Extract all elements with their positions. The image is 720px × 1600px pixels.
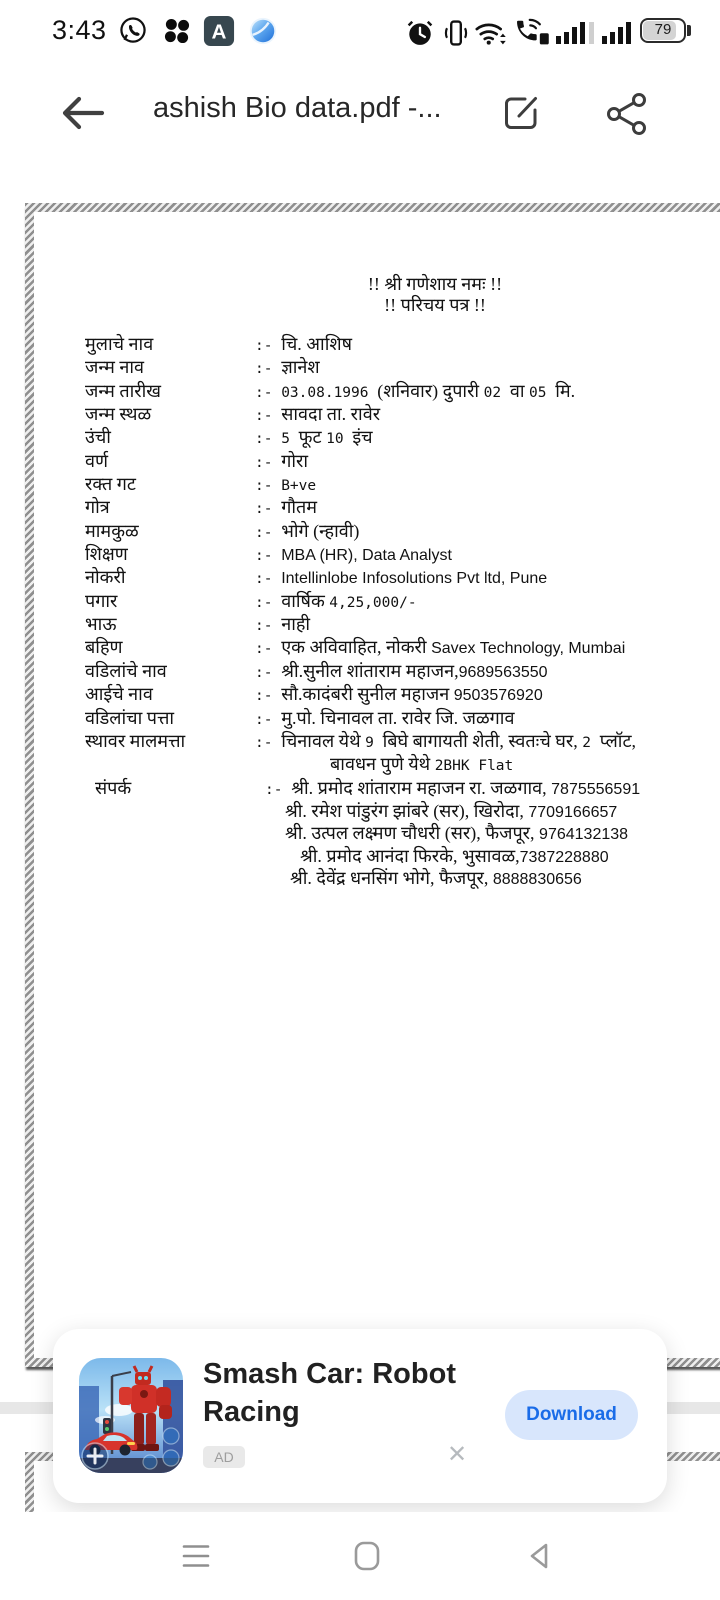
document-row [85, 474, 720, 497]
field-label: मुलाचे नाव [85, 334, 154, 354]
ad-title-line1: Smash Car: Robot [203, 1358, 456, 1390]
document-row [85, 846, 720, 868]
ad-close-icon[interactable]: ✕ [447, 1441, 468, 1468]
field-value: :- Intellinlobe Infosolutions Pvt ltd, Pune [255, 570, 548, 588]
field-value: :- गोरा [255, 450, 309, 471]
field-value: :- B+ve [255, 478, 317, 495]
document-row [85, 591, 720, 614]
field-label: रक्त गट [85, 474, 136, 495]
field-value: :- मु.पो. चिनावल ता. रावेर जि. जळगाव [255, 707, 515, 728]
field-value: :- 03.08.1996 (शनिवार) दुपारी 02 वा 05 मि. [255, 380, 576, 401]
document-header-line2: !! परिचय पत्र !! [384, 295, 486, 315]
document-row [85, 521, 720, 544]
document-row [85, 684, 720, 707]
signal-bars-sim2 [602, 17, 632, 49]
document-row [85, 708, 720, 731]
field-label: जन्म तारीख [85, 380, 162, 401]
field-value: :- श्री.सुनील शांताराम महाजन,9689563550 [255, 660, 548, 681]
battery-nub [687, 25, 691, 36]
signal-bars-sim1 [556, 17, 596, 49]
document-row [85, 567, 720, 590]
field-value: श्री. देवेंद्र धनसिंग भोगे, फैजपूर, 8888830656 [290, 867, 582, 888]
alarm-icon [406, 17, 434, 49]
field-label: जन्म स्थळ [85, 404, 152, 425]
document-row [85, 544, 720, 567]
document-row [85, 868, 720, 890]
field-value: श्री. उत्पल लक्ष्मण चौधरी (सर), फैजपूर, 9764132138 [285, 823, 629, 844]
wifi-icon [474, 17, 508, 49]
field-value: :- 5 फूट 10 इंच [255, 427, 373, 448]
ad-title [203, 1355, 503, 1431]
field-value: :- भोगे (न्हावी) [255, 520, 360, 541]
field-value: :- MBA (HR), Data Analyst [255, 547, 452, 565]
field-value: :- नाही [255, 614, 311, 635]
document-row [85, 731, 720, 754]
field-label: वडिलांचा पत्ता [85, 707, 175, 728]
field-value: :- श्री. प्रमोद शांताराम महाजन रा. जळगाव, 7875556591 [265, 777, 641, 798]
field-label: गोत्र [85, 497, 110, 518]
document-row [85, 497, 720, 520]
field-label: वर्ण [85, 450, 109, 471]
document-row [85, 754, 720, 777]
pdf-page-1[interactable] [25, 203, 720, 1367]
document-row [85, 357, 720, 380]
field-label: संपर्क [95, 777, 132, 798]
document-row [85, 801, 720, 823]
vowifi-call-icon [513, 15, 551, 47]
four-dot-app-icon [160, 15, 194, 47]
document-row [85, 661, 720, 684]
back-arrow-icon[interactable] [58, 94, 106, 132]
document-row [85, 334, 720, 357]
document-row [85, 823, 720, 845]
field-label: बहिण [85, 637, 123, 658]
document-row [85, 427, 720, 450]
ad-title-line2: Racing [203, 1396, 300, 1428]
smash-car-robot-racing-app-icon[interactable] [79, 1358, 183, 1473]
field-value: :- वार्षिक 4,25,000/- [255, 590, 417, 611]
field-value: :- चिनावल येथे 9 बिघे बागायती शेती, स्वतःचे घर, 2 प्लॉट, [255, 730, 637, 751]
document-row [85, 778, 720, 801]
field-value: बावधन पुणे येथे 2BHK Flat [330, 754, 514, 775]
document-header-line1: !! श्री गणेशाय नमः !! [367, 274, 503, 294]
document-row [85, 451, 720, 474]
document-row [85, 637, 720, 660]
toolbar [0, 70, 720, 160]
field-label: भाऊ [85, 614, 117, 635]
home-icon[interactable] [352, 1540, 382, 1572]
ad-badge: AD [203, 1446, 245, 1468]
battery-indicator [640, 18, 686, 43]
document-row [85, 404, 720, 427]
svg-text:A: A [211, 20, 227, 44]
document-row [85, 381, 720, 404]
field-value: :- सौ.कादंबरी सुनील महाजन 9503576920 [255, 684, 543, 705]
field-value: श्री. प्रमोद आनंदा फिरके, भुसावळ,7387228880 [300, 845, 609, 866]
field-value: :- एक अविवाहित, नोकरी Savex Technology, Mumbai [255, 637, 626, 658]
field-value: :- ज्ञानेश [255, 357, 320, 378]
whatsapp-icon [116, 15, 150, 47]
field-label: नोकरी [85, 567, 126, 588]
document-row [85, 614, 720, 637]
field-label: जन्म नाव [85, 357, 145, 378]
navigation-bar [0, 1512, 720, 1600]
field-label: मामकुळ [85, 520, 139, 541]
a-app-icon [202, 15, 236, 47]
ad-download-button[interactable]: Download [505, 1390, 638, 1440]
share-icon[interactable] [603, 90, 651, 138]
browser-icon [246, 15, 280, 47]
field-label: शिक्षण [85, 544, 128, 565]
field-value: :- सावदा ता. रावेर [255, 404, 381, 425]
document-rows [85, 334, 720, 890]
page-title: ashish Bio data.pdf -... [153, 92, 442, 124]
battery-percent: 79 [654, 21, 672, 38]
status-bar [0, 0, 720, 62]
recents-icon[interactable] [181, 1541, 211, 1571]
vibrate-icon [444, 17, 468, 49]
field-label: वडिलांचे नाव [85, 660, 167, 681]
status-time: 3:43 [52, 15, 107, 45]
field-label: उंची [85, 427, 111, 448]
field-label: पगार [85, 590, 118, 611]
ad-banner-card[interactable] [53, 1329, 667, 1503]
field-value: :- चि. आशिष [255, 334, 352, 354]
field-value: :- गौतम [255, 497, 318, 518]
field-value: श्री. रमेश पांडुरंग झांबरे (सर), खिरोदा, 7709166657 [285, 800, 618, 821]
field-label: आईचे नाव [85, 684, 153, 705]
edit-icon[interactable] [498, 90, 544, 136]
back-icon[interactable] [524, 1540, 554, 1572]
field-label: स्थावर मालमत्ता [85, 730, 186, 751]
